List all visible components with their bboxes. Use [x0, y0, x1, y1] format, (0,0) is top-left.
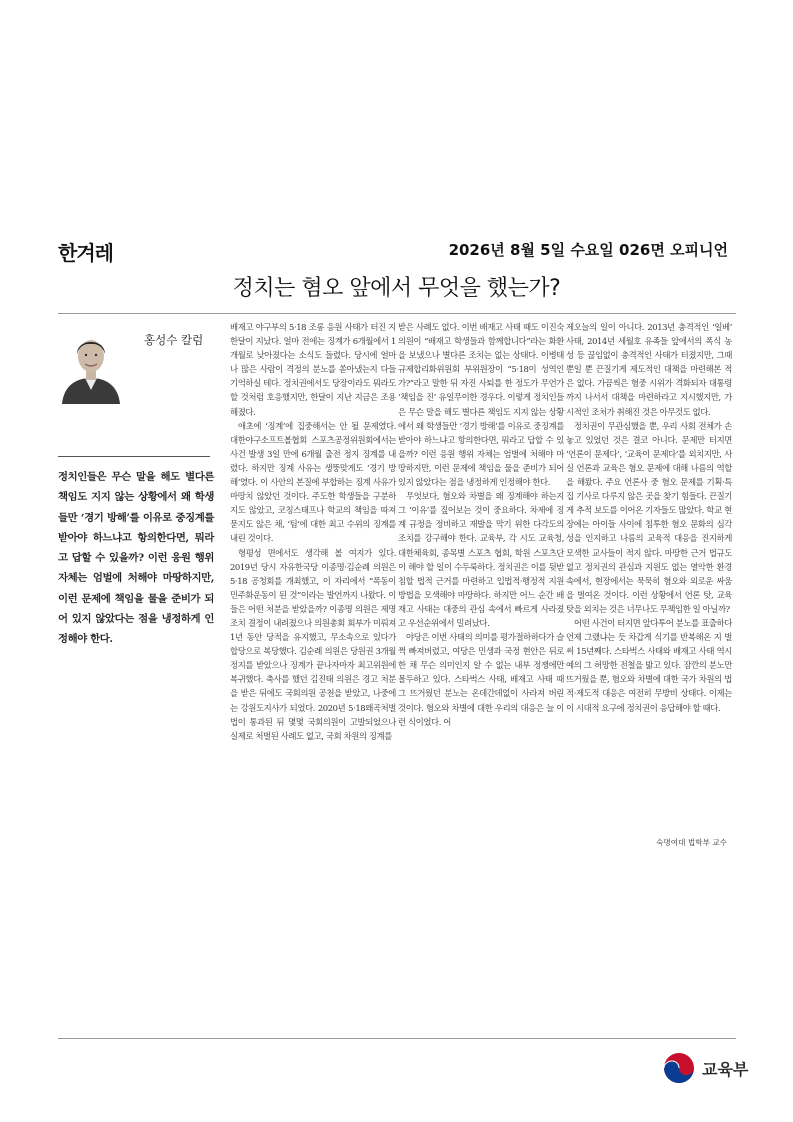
headline: 정치는 혐오 앞에서 무엇을 했는가?	[232, 276, 561, 301]
paragraph: 배재고 야구부의 5·18 조롱 응원 사태가 터진 지 한달이 지났다. 얼마 전에는 징계가 6개월에서 1개월로 낮아졌다는 소식도 들렸다. 당시에 얼마나 많은 사람이 격정의 분노를 쏟아냈는지 다들 기억하실 테다. 정치권에서도 당장이라도 뭐라도 할 것처럼 호응했지만, 한달이 지난 지금은 조용해졌다.	[230, 322, 396, 417]
newspaper-logo: 한겨레	[58, 241, 113, 265]
paragraph: 받은 사례도 없다. 이번 배재고 사태 때도 이진숙 의원이 “배재고 학생들과 함께합니다”라는 화환을 보냈으나 별다른 조치는 없는 상태다. 이병태 규제합리화위원회 부위원장이 “5·18이 성역인가?”라고 말한 뒤 자진 사퇴를 한 정도가 무언가 ‘책임을 진’ 유일무이한 경우다. 이렇게 정치인들은 무슨 말을 해도 별다른 책임도 지지 않는 상황에서 왜 학생들만 ‘경기 방해’를 이유로 중징계를 받아야 하느냐고 항의한다면, 뭐라고 답할 수 있을까? 이런 응원 행위 자체는 엄벌에 처해야 마땅하지만, 이런 문제에 책임을 물을 준비가 되어 있지 않았다는 점을 냉정하게 인정해야 한다.	[398, 322, 564, 488]
headline-divider	[58, 313, 736, 314]
paragraph: 정치권이 무관심했을 뿐, 우리 사회 전체가 손 놓고 있었던 것은 결코 아니다. 문제만 터지면 ‘언론이 문제다’, ‘교육이 문제다’를 외치지만, 사실 언론과 교육은 혐오 문제에 대해 나름의 역할을 해왔다. 주요 언론사 중 혐오 문제를 기획·특집 기사로 다루지 않은 곳을 찾기 힘들다. 끈질기게 추적 보도를 이어온 기자들도 많았다. 학교 현장에는 아이들 사이에 침투한 혐오 문화의 심각성을 인지하고 나름의 교육적 대응을 진지하게 모색한 교사들이 적지 않다. 마땅한 근거 법규도 없고 정치권의 관심과 지원도 없는 열악한 환경 속에서, 현장에서는 묵묵히 혐오와 외로운 싸움을 벌여온 것이다. 이런 상황에서 언론 탓, 교육 탓을 외치는 것은 너무나도 무책임한 일 아닐까?	[566, 420, 732, 614]
dateline: 2026년 8월 5일 수요일 026면 오피니언	[448, 241, 728, 259]
article-column-2	[398, 320, 564, 729]
article-column-3	[566, 320, 732, 715]
author-photo	[58, 326, 124, 404]
ministry-name: 교육부	[702, 1060, 749, 1079]
taegeuk-emblem-icon	[662, 1051, 696, 1085]
paragraph: 어떤 사건이 터지면 앞다투어 분노를 표출하다 언제 그랬냐는 듯 차갑게 식기를 반복해온 지 벌써 15년째다. 스타벅스 사태와 배재고 사태 역시 예의 그 허망한 전철을 밟고 있다. 잠깐의 분노만 뜨거웠을 뿐, 혐오와 차별에 대한 국가 차원의 법적·제도적 대응은 여전히 무방비 상태다. 이제는 이 시대적 요구에 정치권이 응답해야 할 때다.	[566, 617, 732, 713]
paragraph: 애초에 ‘징계’에 집중해서는 안 될 문제였다. 대한야구소프트볼협회 스포츠공정위원회에서는 사건 발생 3일 만에 6개월 출전 정지 징계를 내렸다. 하지만 징계 사유는 생뚱맞게도 ‘경기 방해’였다. 이 사안의 본질에 부합하는 징계 사유가 마땅치 않았던 것이다. 주도한 학생들을 구분하지도 않았고, 코칭스태프나 학교의 책임을 따져 묻지도 않은 채, ‘팀’에 대한 최고 수위의 징계를 내린 것이다.	[230, 420, 396, 544]
author-name: 홍성수 칼럼	[144, 333, 204, 347]
ministry-logo	[660, 1049, 760, 1089]
footer-divider	[58, 1038, 736, 1039]
masthead	[58, 237, 736, 265]
pull-quote: 정치인들은 무슨 말을 해도 별다른 책임도 지지 않는 상황에서 왜 학생들만 ‘경기 방해’를 이유로 중징계를 받아야 하느냐고 항의한다면, 뭐라고 답할 수 있을까? 이런 응원 행위 자체는 엄벌에 처해야 마땅하지만, 이런 문제에 책임을 물을 준비가 되어 있지 않았다는 점을 냉정하게 인정해야 한다.	[58, 471, 214, 646]
paragraph: 제오늘의 일이 아니다. 2013년 충격적인 ‘일베’ 사태, 2014년 세월호 유족들 앞에서의 폭식 농성 등 끊임없이 충격적인 사태가 터졌지만, 그때뿐일 뿐 끈질기게 제도적인 대책을 마련해본 적은 없다. 가끔씩은 혐중 시위가 격화되자 대통령까지 나서서 대책을 마련하라고 지시했지만, 가시적인 조처가 취해진 것은 아무것도 없다.	[566, 322, 732, 417]
paragraph: 형평성 면에서도 생각해 볼 여지가 있다. 2019년 당시 자유한국당 이종명·김순례 의원은 5·18 공청회를 개최했고, 이 자리에서 “폭동이 민주화운동이 된 것”이라는 발언까지 나왔다. 이들은 어떤 처분을 받았을까? 이종명 의원은 제명 조치 결정이 내려졌으나 의원총회 회부가 미뤄져 1년 동안 당적을 유지했고, 무소속으로 있다가 합당으로 복당했다. 김순례 의원은 당원권 3개월 정지를 받았으나 징계가 끝나자마자 최고위원에 복귀했다. 축사를 했던 김진태 의원은 경고 처분을 받은 뒤에도 국회의원 공천을 받았고, 나중에는 강원도지사가 되었다. 2020년 5·18왜곡처벌법이 통과된 뒤 몇몇 국회의원이 고발되었으나 실제로 처벌된 사례도 없고, 국회 차원의 징계를	[230, 547, 396, 741]
article-column-1	[230, 320, 396, 743]
author-affiliation: 숙명여대 법학부 교수	[656, 838, 727, 847]
paragraph: 야당은 이번 사태의 의미를 평가절하하다가 슬쩍 빠져버렸고, 여당은 민생과 국정 현안은 뒤로한 채 무슨 의미인지 알 수 없는 내부 정쟁에만 몰두하고 있다. 스타벅스 사태, 배재고 사태 때 그 뜨거웠던 분노는 온데간데없이 사라져 버린 것이다. 혐오와 차별에 대한 우리의 대응은 늘 이런 식이었다. 어	[398, 632, 564, 727]
paragraph: 무엇보다, 혐오와 차별을 왜 징계해야 하는지 그 ‘이유’를 짚어보는 것이 중요하다. 차제에 징계 규정을 정비하고 재발을 막기 위한 다각도의 조치를 강구해야 한다. 교육부, 각 시도 교육청, 대한체육회, 종목별 스포츠 협회, 학원 스포츠단이 해야 할 일이 수두룩하다. 정치권은 이를 뒷받침할 법적 근거를 마련하고 입법적·행정적 지원 방법을 모색해야 마땅하다. 하지만 어느 순간 배재고 사태는 대중의 관심 속에서 빠르게 사라졌고 우선순위에서 밀려났다.	[398, 491, 564, 628]
pull-quote-divider	[58, 456, 210, 457]
